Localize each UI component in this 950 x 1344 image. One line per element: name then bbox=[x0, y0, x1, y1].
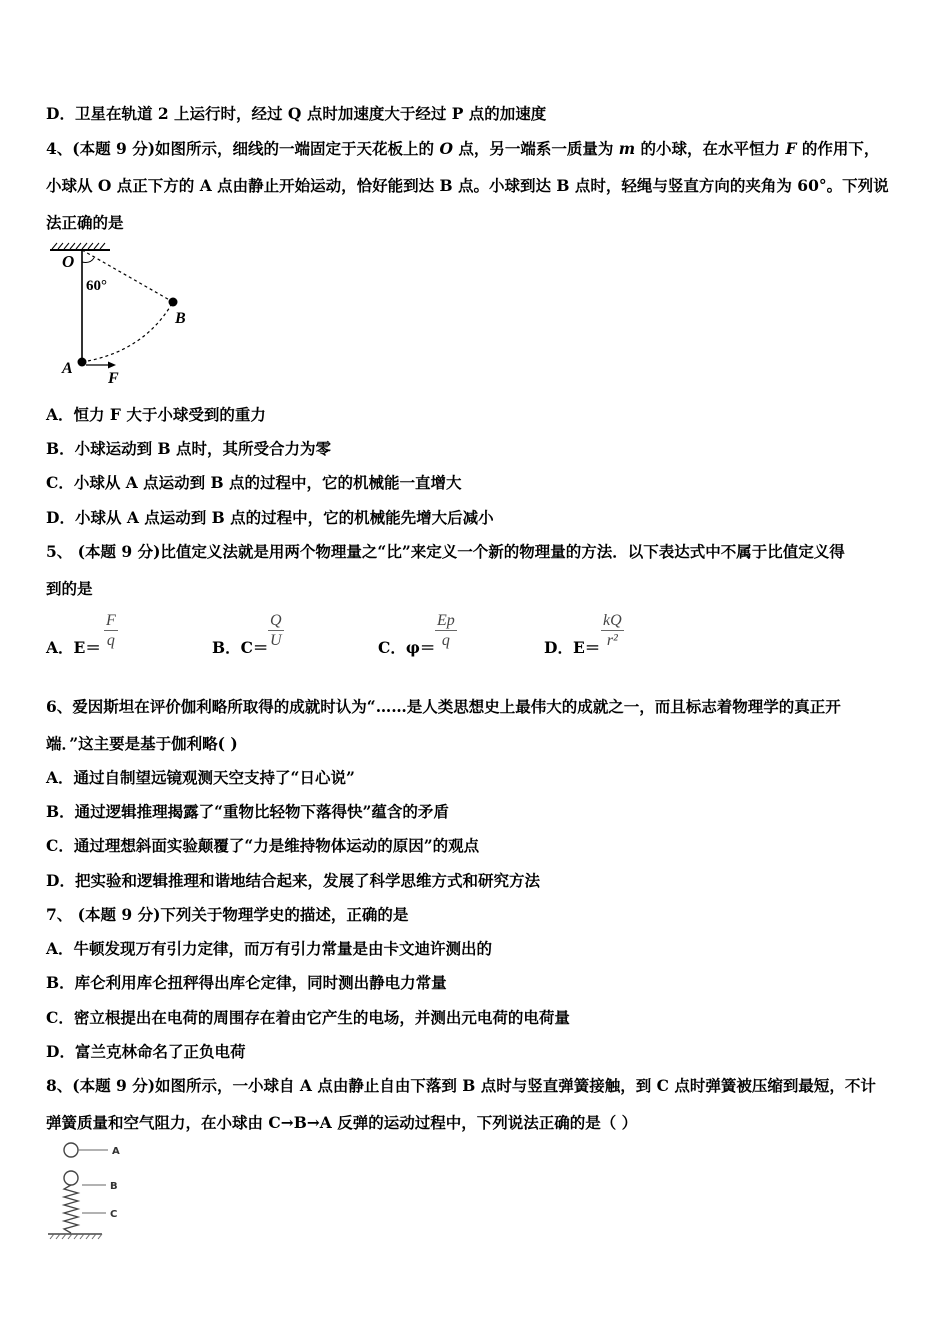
q5-option-c-label: C．φ＝ bbox=[378, 638, 436, 657]
q5-stem-line1: 5、 (本题 9 分)比值定义法就是用两个物理量之“比”来定义一个新的物理量的方法．以下表达式中不属于比值定义得 bbox=[46, 542, 845, 561]
q7-option-b: B．库仑利用库仑扭秤得出库仑定律，同时测出静电力常量 bbox=[46, 973, 447, 992]
q4-var-f: F bbox=[785, 139, 797, 158]
label-a: A bbox=[62, 360, 73, 377]
q4-stem-text: 的小球，在水平恒力 bbox=[635, 139, 786, 158]
fraction-denominator: q bbox=[106, 632, 115, 649]
q7-stem: 7、 (本题 9 分)下列关于物理学史的描述，正确的是 bbox=[46, 905, 409, 924]
fraction-numerator: Q bbox=[270, 612, 282, 629]
q6-option-b: B．通过逻辑推理揭露了“重物比轻物下落得快”蕴含的矛盾 bbox=[46, 802, 449, 821]
fraction-numerator: F bbox=[106, 612, 116, 629]
ball-position-a bbox=[64, 1143, 78, 1157]
fraction-denominator: U bbox=[270, 632, 282, 649]
q4-option-d: D．小球从 A 点运动到 B 点的过程中，它的机械能先增大后减小 bbox=[46, 508, 494, 527]
q7-option-d: D．富兰克林命名了正负电荷 bbox=[46, 1042, 246, 1061]
q5-option-d-fraction bbox=[601, 612, 624, 651]
label-c: C bbox=[110, 1209, 118, 1220]
ball-b bbox=[169, 298, 178, 307]
q4-stem-text: 点，另一端系一质量为 bbox=[452, 139, 619, 158]
q4-stem-line1 bbox=[46, 137, 879, 159]
q5-option-c-fraction bbox=[435, 612, 457, 651]
q4-pendulum-figure bbox=[44, 240, 204, 390]
label-b: B bbox=[175, 310, 186, 327]
q4-stem-line2: 小球从 O 点正下方的 A 点由静止开始运动，恰好能到达 B 点。小球到达 B 点时，轻绳与竖直方向的夹角为 60°。下列说 bbox=[46, 176, 889, 195]
q7-option-a: A．牛顿发现万有引力定律，而万有引力常量是由卡文迪许测出的 bbox=[46, 939, 493, 958]
q4-stem-text: 的作用下， bbox=[796, 139, 880, 158]
label-a: A bbox=[112, 1146, 120, 1157]
q5-option-d-label: D．E＝ bbox=[544, 638, 601, 657]
q4-var-m: m bbox=[618, 139, 636, 158]
ball-a bbox=[78, 358, 87, 367]
fraction-denominator: q bbox=[441, 632, 450, 649]
spring-coil bbox=[64, 1185, 78, 1233]
fraction-numerator: kQ bbox=[603, 612, 622, 629]
q4-stem-text: 4、(本题 9 分)如图所示，细线的一端固定于天花板上的 bbox=[46, 139, 440, 158]
angle-arc bbox=[82, 258, 94, 263]
label-o: O bbox=[62, 252, 75, 271]
q8-spring-figure bbox=[44, 1138, 144, 1243]
label-f: F bbox=[108, 370, 119, 387]
q5-option-a-label: A．E＝ bbox=[46, 638, 101, 657]
q4-option-a: A．恒力 F 大于小球受到的重力 bbox=[46, 405, 266, 424]
q5-option-a-fraction bbox=[104, 612, 118, 651]
q4-stem-line3: 法正确的是 bbox=[46, 213, 124, 232]
q7-option-c: C．密立根提出在电荷的周围存在着由它产生的电场，并测出元电荷的电荷量 bbox=[46, 1008, 570, 1027]
label-b: B bbox=[110, 1181, 118, 1192]
label-angle: 60° bbox=[86, 278, 107, 294]
q3-option-d: D．卫星在轨道 2 上运行时，经过 Q 点时加速度大于经过 P 点的加速度 bbox=[46, 104, 547, 123]
fraction-numerator: Ep bbox=[437, 612, 455, 629]
q4-var-o: O bbox=[439, 139, 453, 158]
q5-stem-line2: 到的是 bbox=[46, 579, 93, 598]
q6-option-d: D．把实验和逻辑推理和谐地结合起来，发展了科学思维方式和研究方法 bbox=[46, 871, 540, 890]
q6-option-c: C．通过理想斜面实验颠覆了“力是维持物体运动的原因”的观点 bbox=[46, 836, 480, 855]
q8-stem-line2: 弹簧质量和空气阻力，在小球由 C→B→A 反弹的运动过程中，下列说法正确的是（ ） bbox=[46, 1113, 638, 1132]
ceiling-hatch bbox=[52, 243, 105, 249]
ball-position-b bbox=[64, 1171, 78, 1185]
q5-option-b-fraction bbox=[268, 612, 284, 651]
q8-stem-line1: 8、(本题 9 分)如图所示，一小球自 A 点由静止自由下落到 B 点时与竖直弹簧接触，到 C 点时弹簧被压缩到最短，不计 bbox=[46, 1076, 876, 1095]
force-arrowhead bbox=[108, 362, 116, 369]
fraction-denominator: r² bbox=[606, 632, 618, 649]
q4-option-b: B．小球运动到 B 点时，其所受合力为零 bbox=[46, 439, 331, 458]
rope-dashed bbox=[82, 250, 173, 302]
q5-option-b-label: B．C＝ bbox=[212, 638, 269, 657]
trajectory-arc bbox=[82, 302, 173, 362]
q6-stem-line1: 6、爱因斯坦在评价伽利略所取得的成就时认为“……是人类思想史上最伟大的成就之一，而且标志着物理学的真正开 bbox=[46, 697, 841, 716]
q4-option-c: C．小球从 A 点运动到 B 点的过程中，它的机械能一直增大 bbox=[46, 473, 462, 492]
q6-stem-line2: 端．”这主要是基于伽利略( ) bbox=[46, 734, 238, 753]
q6-option-a: A．通过自制望远镜观测天空支持了“日心说” bbox=[46, 768, 355, 787]
